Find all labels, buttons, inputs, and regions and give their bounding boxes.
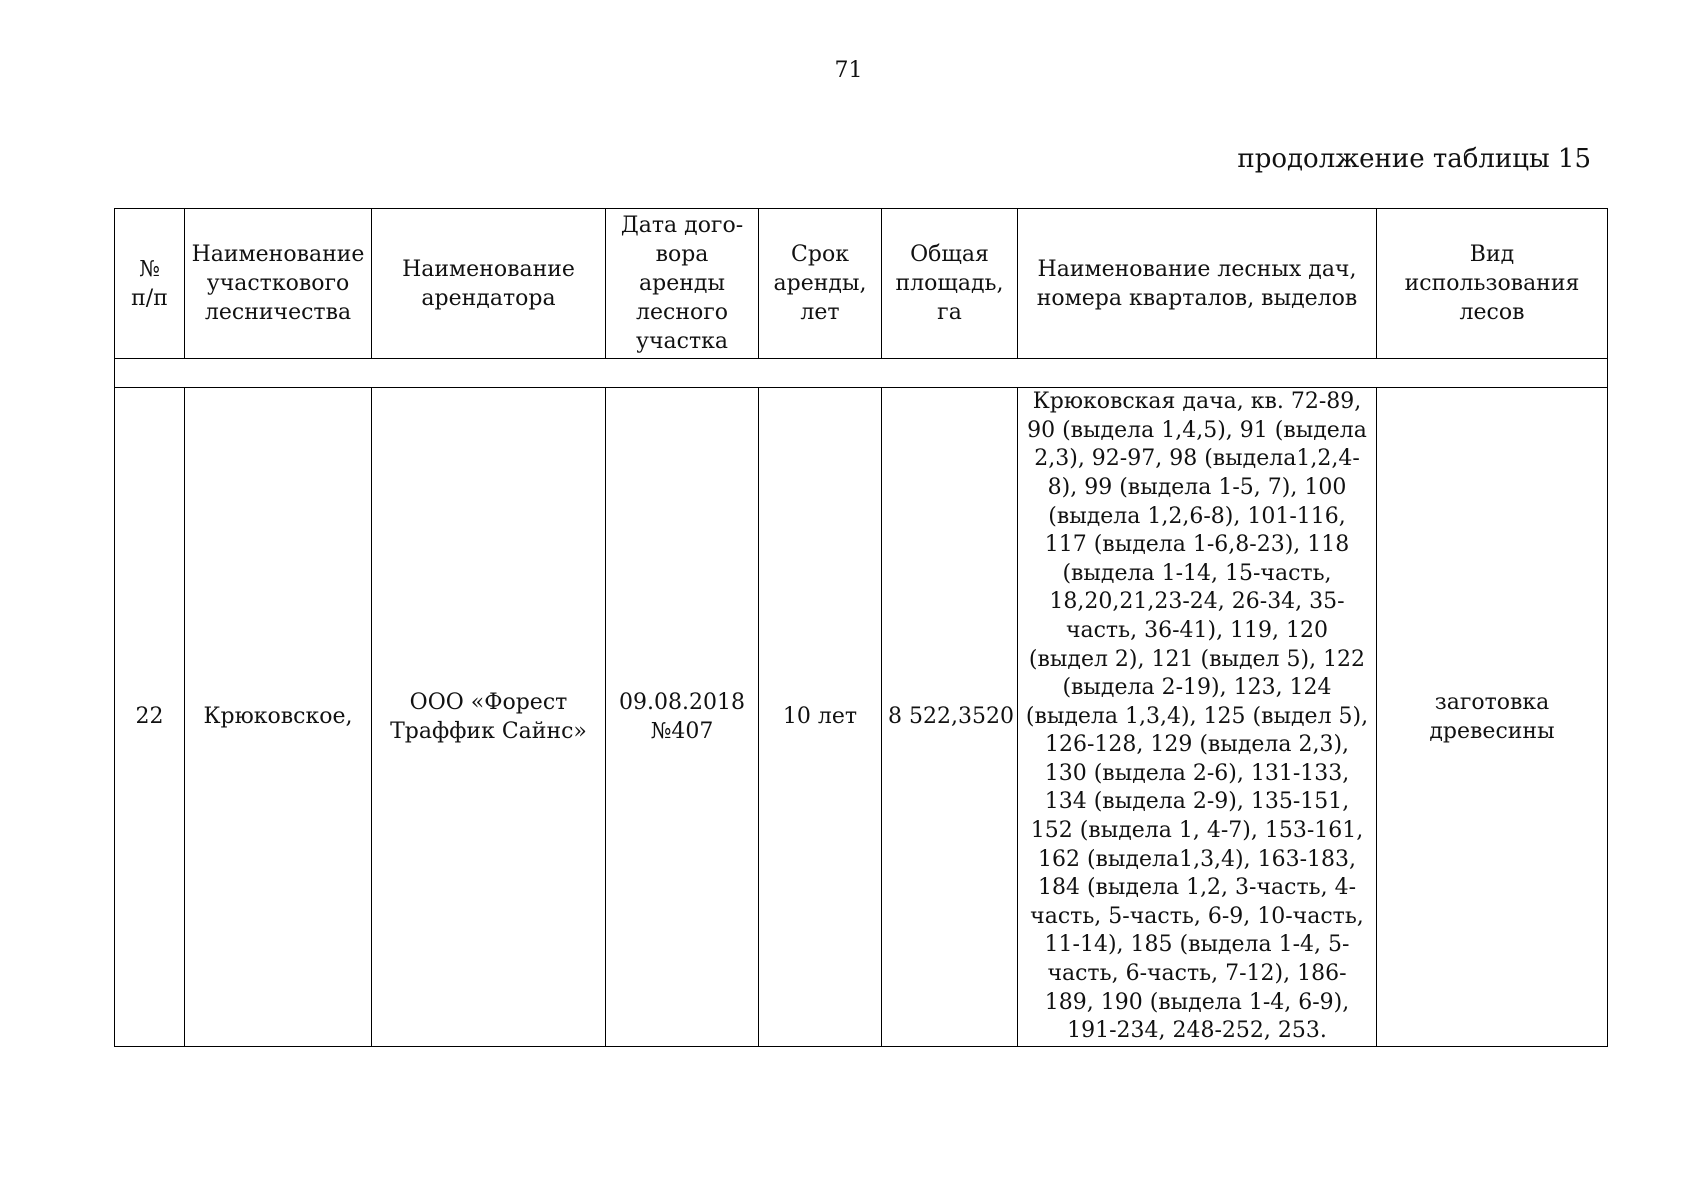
- lease-table: [114, 208, 1608, 1047]
- header-tenant: Наименование арендатора: [372, 209, 606, 359]
- table-caption: продолжение таблицы 15: [1237, 144, 1591, 174]
- cell-usage: заготовка древесины: [1377, 388, 1608, 1047]
- cell-plots: Крюковская дача, кв. 72-89, 90 (выдела 1,4,5), 91 (выдела 2,3), 92-97, 98 (выдела1,2,4-8), 99 (выдела 1-5, 7), 100 (выдела 1,2,6-8), 101-116, 117 (выдела 1-6,8-23), 118 (выдела 1-14, 15-часть, 18,20,21,23-24, 26-34, 35-часть, 36-41), 119, 120 (выдел 2), 121 (выдел 5), 122 (выдела 2-19), 123, 124 (выдела 1,3,4), 125 (выдел 5), 126-128, 129 (выдела 2,3), 130 (выдела 2-6), 131-133, 134 (выдела 2-9), 135-151, 152 (выдела 1, 4-7), 153-161, 162 (выдела1,3,4), 163-183, 184 (выдела 1,2, 3-часть, 4-часть, 5-часть, 6-9, 10-часть, 11-14), 185 (выдела 1-4, 5-часть, 6-часть, 7-12), 186-189, 190 (выдела 1-4, 6-9), 191-234, 248-252, 253.: [1018, 388, 1377, 1047]
- header-contract-date: Дата дого-вора аренды лесного участка: [606, 209, 759, 359]
- table-header-row: [115, 209, 1608, 359]
- header-area: Общая площадь, га: [882, 209, 1018, 359]
- header-plots: Наименование лесных дач, номера кварталов, выделов: [1018, 209, 1377, 359]
- header-term: Срок аренды, лет: [759, 209, 882, 359]
- cell-contract-date: 09.08.2018 №407: [606, 388, 759, 1047]
- cell-term: 10 лет: [759, 388, 882, 1047]
- page-number: 71: [834, 58, 863, 83]
- header-num: № п/п: [115, 209, 185, 359]
- table-row: [115, 388, 1608, 1047]
- cell-forestry: Крюковское,: [185, 388, 372, 1047]
- empty-cell: [115, 359, 1608, 388]
- empty-row: [115, 359, 1608, 388]
- header-forestry: Наименование участкового лесничества: [185, 209, 372, 359]
- cell-num: 22: [115, 388, 185, 1047]
- header-usage: Вид использования лесов: [1377, 209, 1608, 359]
- cell-tenant: ООО «Форест Траффик Сайнс»: [372, 388, 606, 1047]
- cell-area: 8 522,3520: [882, 388, 1018, 1047]
